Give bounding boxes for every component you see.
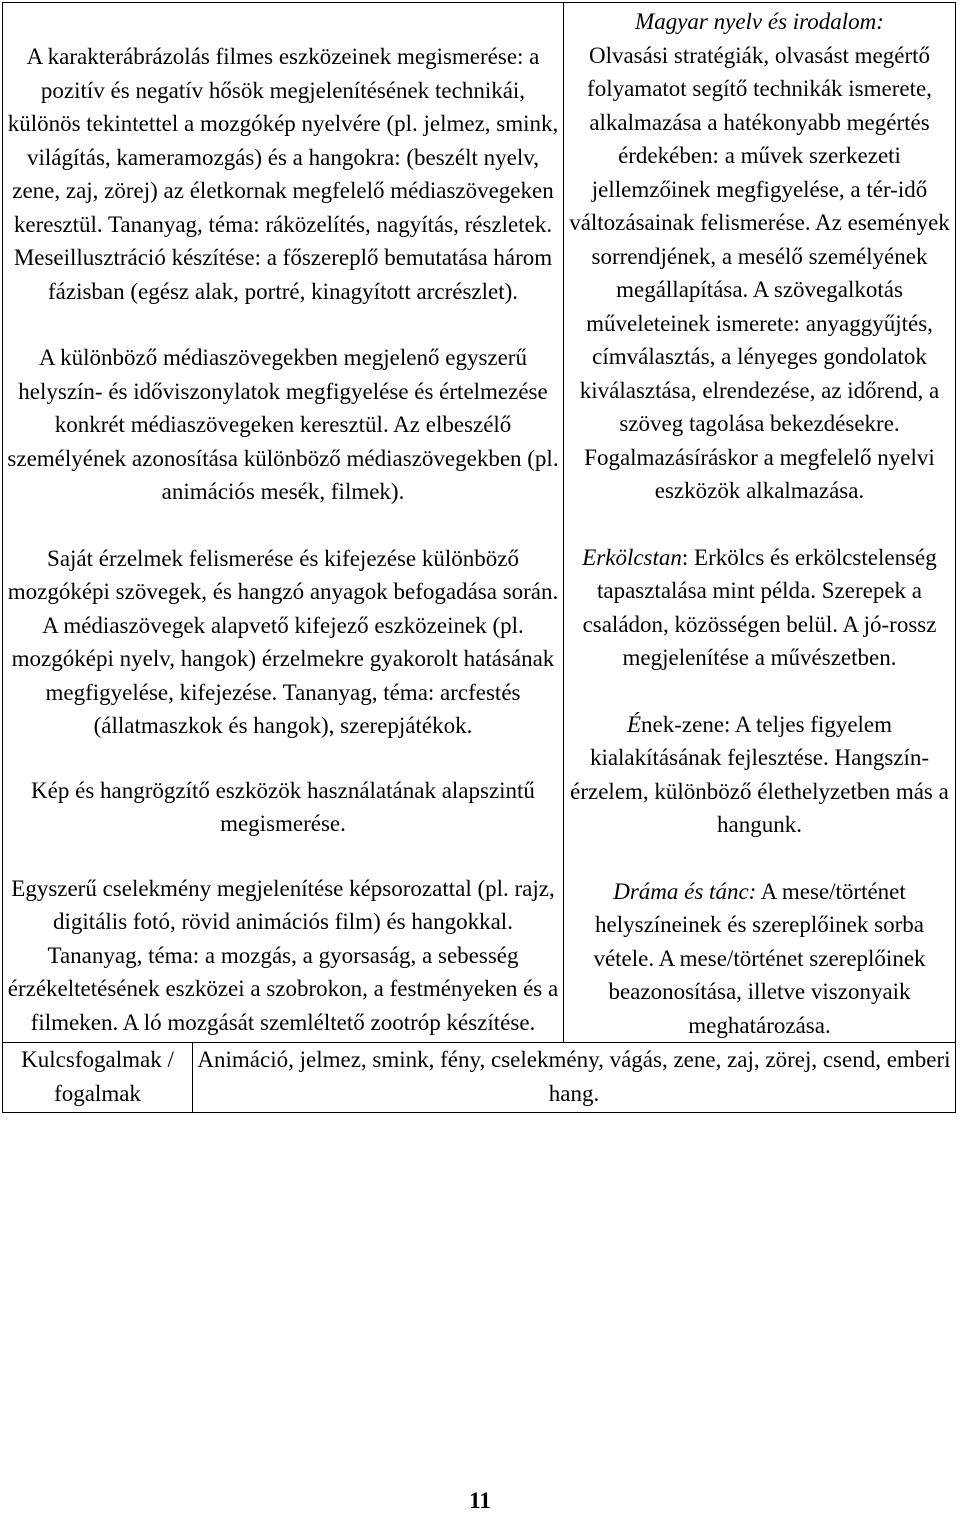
drama-title: Dráma és tánc:	[613, 878, 757, 904]
drama-block	[566, 875, 953, 1043]
magyar-text: Olvasási stratégiák, olvasást megértő folyamatot segítő technikák ismerete, alkalmazása a hatékonyabb megértés érdekében: a művek szerkezeti jellemzőinek megfigyelése, a tér-idő változásainak felismerése. Az események sorrendjének, a mesélő személyének megállapítása. A szövegalkotás műveleteinek ismerete: anyaggyűjtés, címválasztás, a lényeges gondolatok kiválasztása, elrendezése, az időrend, a szöveg tagolása bekezdésekre. Fogalmazásíráskor a megfelelő nyelvi eszközök alkalmazása.	[569, 42, 950, 503]
paragraph-recording-tools: Kép és hangrögzítő eszközök használatának alapszintű megismerése.	[31, 777, 535, 836]
enek-zene-block	[566, 708, 953, 842]
erkolcstan-block	[566, 541, 953, 675]
enek-zene-text: nek-zene: A teljes figyelem kialakításának fejlesztése. Hangszín-érzelem, különböző élethelyzetben más a hangunk.	[570, 711, 949, 837]
paragraph-plot-sequence: Egyszerű cselekmény megjelenítése képsorozattal (pl. rajz, digitális fotó, rövid animációs film) és hangokkal. Tananyag, téma: a mozgás, a gyorsaság, a sebesség érzékeltetésének eszközei a szobrokon, a festményeken és a filmeken. A ló mozgását szemléltető zootróp készítése.	[7, 875, 559, 1035]
paragraph-emotions: Saját érzelmek felismerése és kifejezése különböző mozgóképi szövegek, és hangzó anyagok befogadása során. A médiaszövegek alapvető kifejező eszközeinek (pl. mozgóképi nyelv, hangok) érzelmekre gyakorolt hatásának megfigyelése, kifejezése. Tananyag, téma: arcfestés (állatmaszkok és hangok), szerepjátékok.	[7, 545, 559, 738]
activities-cell	[3, 3, 564, 1042]
paragraph-character-depiction: A karakterábrázolás filmes eszközeinek megismerése: a pozitív és negatív hősök megjelenítésének technikái, különös tekintettel a mozgókép nyelvére (pl. jelmez, smink, világítás, kameramozgás) és a hangokra: (beszélt nyelv, zene, zaj, zörej) az életkornak megfelelő médiaszövegeken keresztül. Tananyag, téma: ráközelítés, nagyítás, részletek. Meseillusztráció készítése: a főszereplő bemutatása három fázisban (egész alak, portré, kinagyított arcrészlet).	[7, 44, 559, 304]
connections-cell	[564, 3, 955, 1042]
page-number: 11	[469, 1488, 491, 1513]
key-concepts-text: Animáció, jelmez, smink, fény, cselekmény, vágás, zene, zaj, zörej, csend, emberi hang.	[197, 1047, 951, 1106]
erkolcstan-text: : Erkölcs és erkölcstelenség tapasztalása mint példa. Szerepek a családon, közösségen belül. A jó-rossz megjelenítése a művészetben.	[582, 544, 937, 670]
content-row	[3, 3, 955, 1042]
erkolcstan-title: Erkölcstan	[582, 544, 682, 570]
key-concepts-row	[3, 1042, 955, 1112]
key-concepts-label: Kulcsfogalmak / fogalmak	[3, 1043, 193, 1112]
paragraph-space-time: A különböző médiaszövegekben megjelenő egyszerű helyszín- és időviszonylatok megfigyelése és értelmezése konkrét médiaszövegeken keresztül. Az elbeszélő személyének azonosítása különböző médiaszövegekben (pl. animációs mesék, filmek).	[7, 345, 559, 504]
magyar-block	[566, 5, 953, 508]
curriculum-table	[2, 2, 956, 1113]
magyar-title: Magyar nyelv és irodalom:	[635, 9, 884, 34]
drama-text: A mese/történet helyszíneinek és szereplőinek sorba vétele. A mese/történet szereplőinek beazonosítása, illetve viszonyaik meghatározása.	[593, 878, 926, 1038]
enek-zene-initial: É	[626, 711, 642, 737]
